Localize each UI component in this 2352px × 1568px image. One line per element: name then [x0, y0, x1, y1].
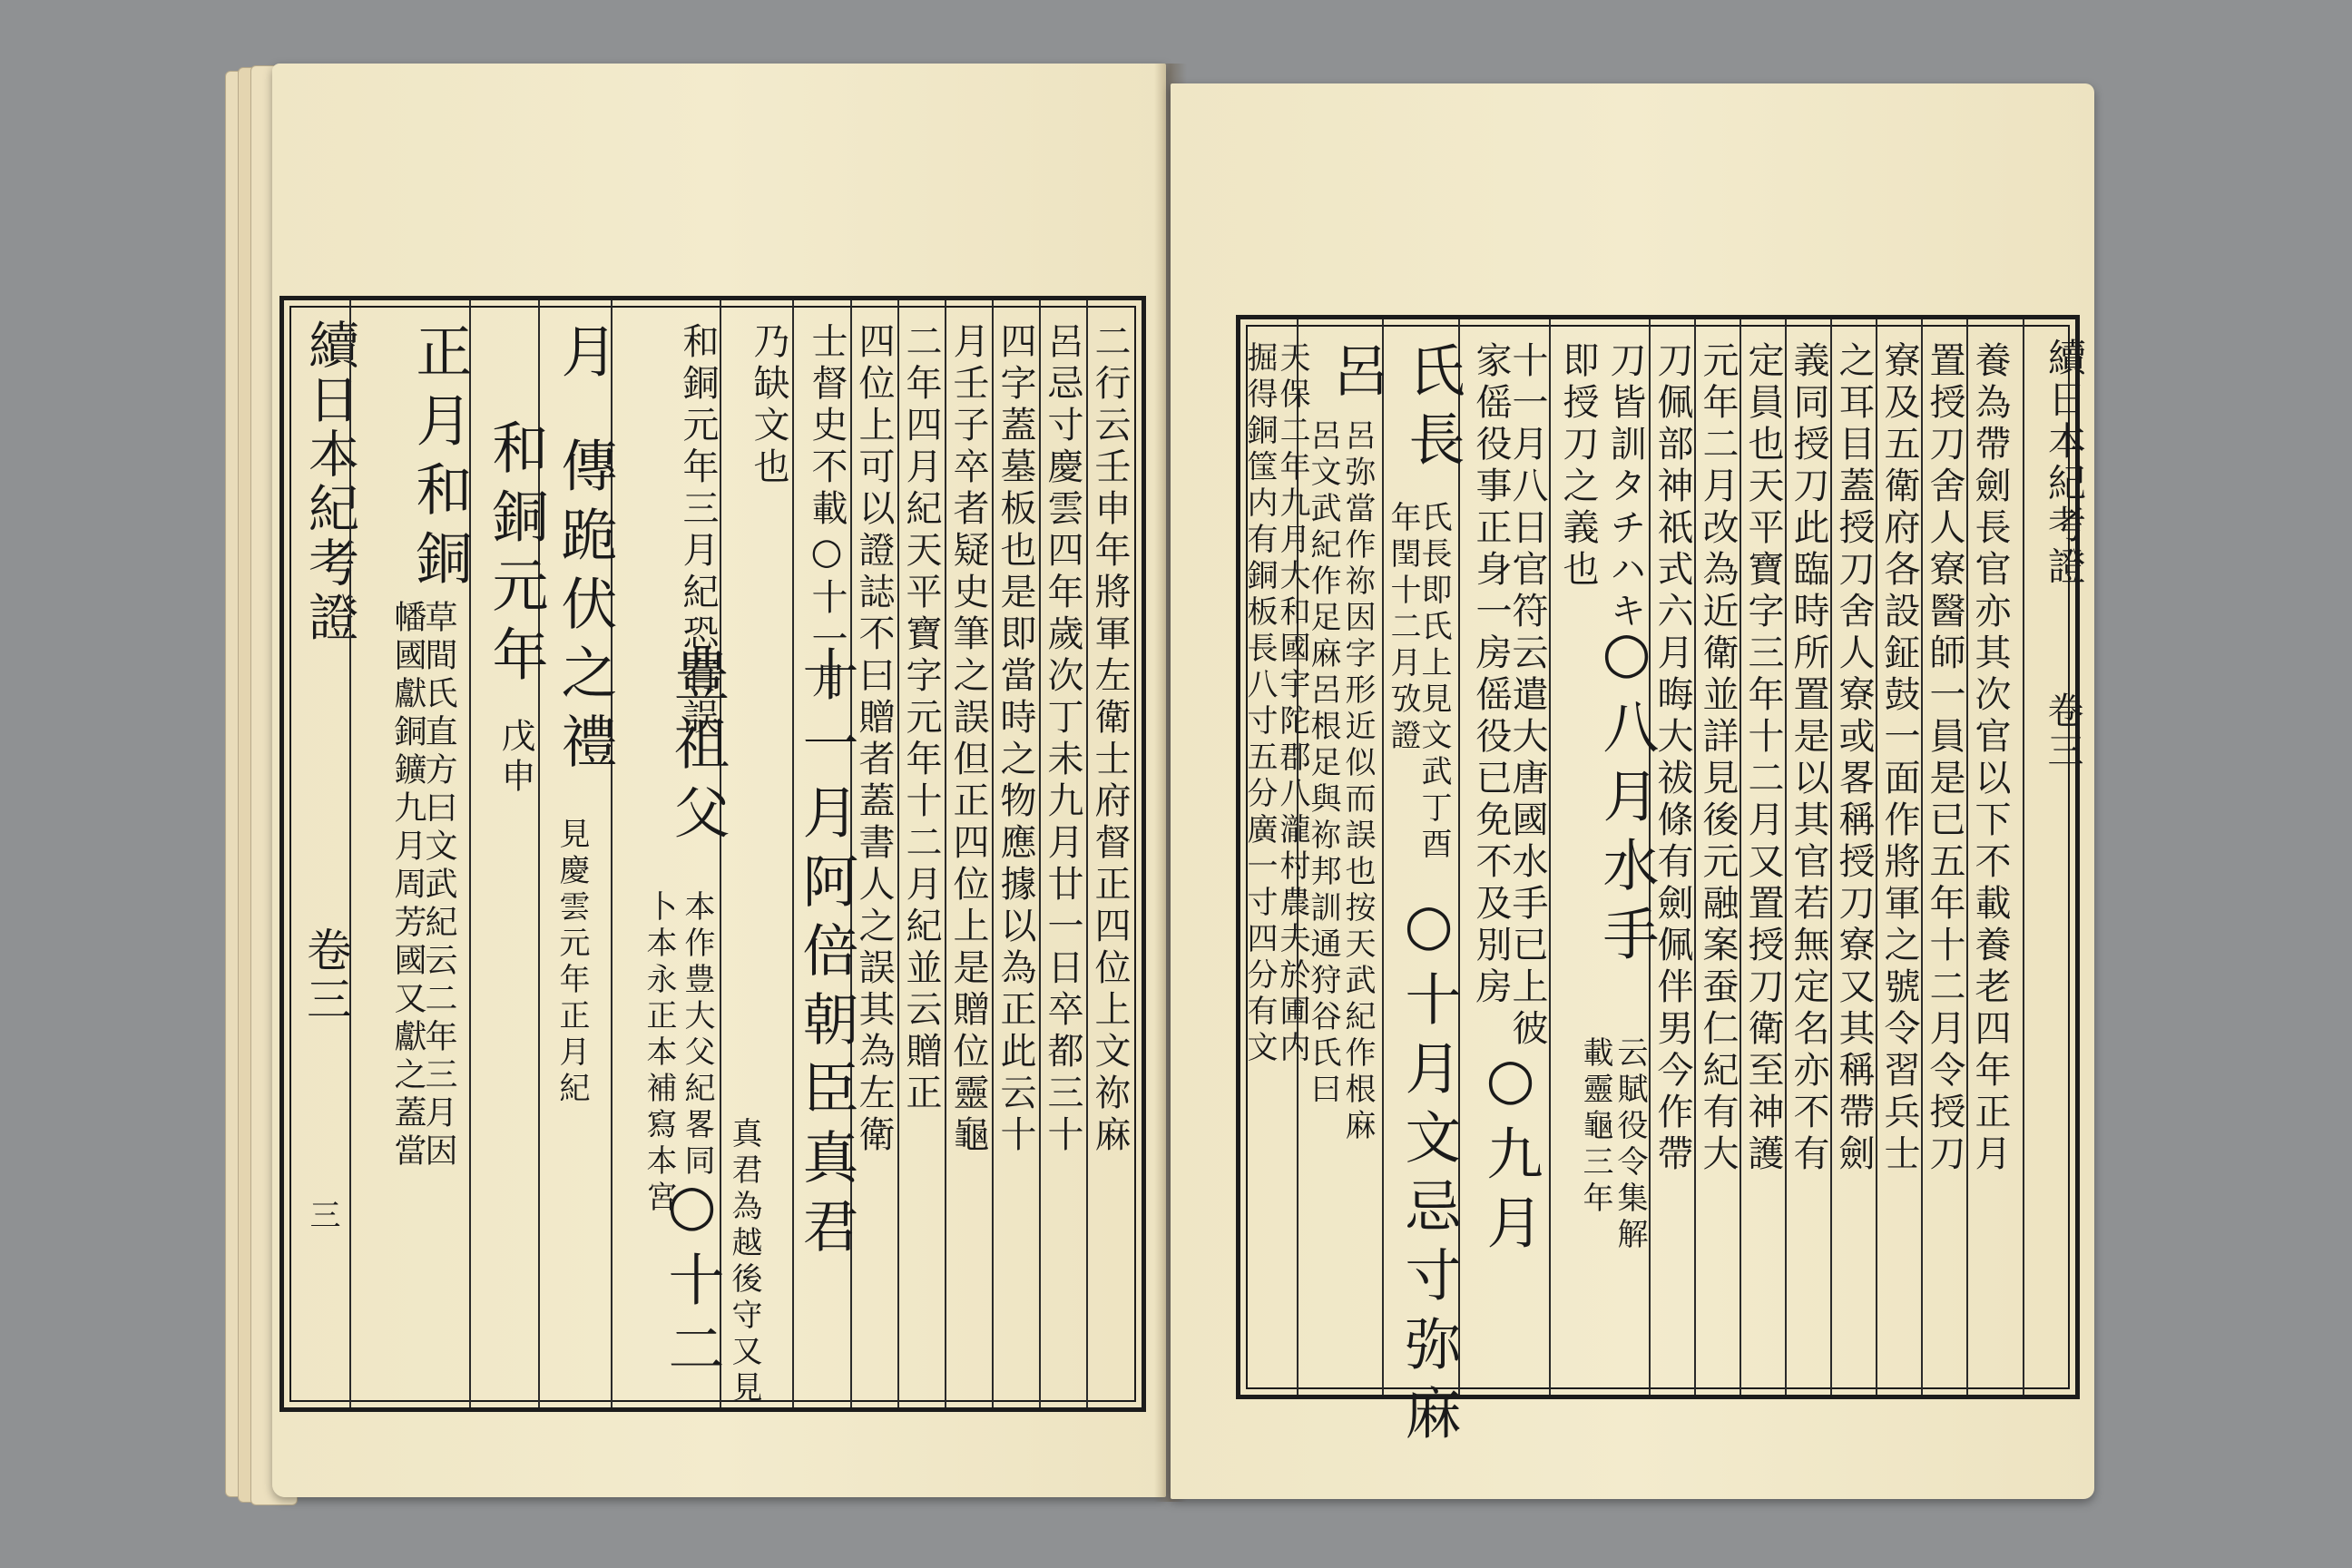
note-column: 本作豊大父紀畧同: [679, 890, 715, 1181]
large-text-column: 傳跪伏之禮: [552, 436, 618, 781]
note-column: 卜本永正本補寫本宮: [641, 890, 677, 1217]
note-column: 年閏十二月攷證: [1385, 501, 1421, 755]
left-margin-title: 續日本紀考證: [300, 318, 359, 645]
text-column: 掘得銅筺内有銅板長八寸五分廣一寸四分有文: [1241, 341, 1278, 1067]
note-column: 真君為越後守又見: [726, 1117, 762, 1407]
text-column: 刀皆訓タチハキ: [1604, 341, 1646, 633]
note-column: 云賦役令集解: [1612, 1036, 1648, 1254]
right-margin-volume: 卷三: [2042, 691, 2083, 771]
text-column: 定員也天平寶字三年十二月又置授刀衛至神護: [1742, 341, 1784, 1176]
text-column: 義同授刀此臨時所置是以其官若無定名亦不有: [1788, 341, 1829, 1176]
text-column: 士督史不載○十一月: [806, 322, 848, 703]
text-column: 二年四月紀天平寶字元年十二月紀並云贈正: [900, 322, 942, 1115]
text-column: 養為帶劍長官亦其次官以下不載養老四年正月: [1969, 341, 2011, 1176]
large-text-column: 正月和銅: [407, 322, 473, 598]
text-column: 二行云壬申年將軍左衛士府督正四位上文祢麻: [1089, 322, 1131, 1157]
right-page: [1171, 83, 2094, 1499]
note-column: 草間氏直方曰文武紀云二年三月因: [420, 600, 457, 1171]
text-column: 之耳目蓋授刀舍人寮或畧稱授刀寮又其稱帶劍: [1833, 341, 1875, 1176]
text-column: 呂弥當作祢因字形近似而誤也按天武紀作根麻: [1339, 419, 1376, 1145]
right-text-frame: [1236, 315, 2087, 1453]
large-text-column: ○八月水手: [1593, 619, 1660, 974]
text-column: 天保二年九月大和國宇陀郡八瀧村農夫於圃内: [1274, 341, 1310, 1067]
large-text-column: 十一月阿倍朝臣真君: [793, 645, 859, 1266]
text-column: 即授刀之義也: [1557, 341, 1599, 592]
text-column: 和銅元年三月紀恐有誤: [677, 322, 719, 740]
left-page: [272, 64, 1166, 1497]
text-column: 十一月八日官符云遣大唐國水手已上彼: [1506, 341, 1548, 1051]
large-text-column: 氏長: [1399, 341, 1465, 479]
text-column: 置授刀舍人寮醫師一員是已五年十二月令授刀: [1924, 341, 1965, 1176]
text-column: 刀佩部神祇式六月晦大祓條有劍佩伴男今作帶: [1651, 341, 1693, 1176]
large-text-column: 呂: [1323, 341, 1389, 410]
text-column: 家傜役事正身一房傜役已免不及別房: [1470, 341, 1512, 1009]
text-column: 乃缺文也: [748, 322, 789, 489]
large-text-column: 豊祖父: [664, 645, 730, 852]
large-text-column: ○十二: [659, 1171, 725, 1388]
large-text-column: ○九月: [1477, 1045, 1544, 1262]
note-column: 見慶雲元年正月紀: [554, 818, 590, 1108]
note-column: 幡國獻銅鑛九月周芳國又獻之蓋當: [389, 600, 426, 1171]
left-folio: 三: [304, 1199, 340, 1230]
note-column: 氏長即氏上見文武丁酉: [1416, 501, 1452, 864]
left-margin-volume: 卷三: [299, 926, 352, 1024]
text-column: 四字蓋墓板也是即當時之物應據以為正此云十: [995, 322, 1036, 1157]
note-column: 戊申: [495, 718, 535, 798]
text-column: 月壬子卒者疑史筆之誤但正四位上是贈位靈龜: [947, 322, 989, 1157]
right-margin-title: 續日本紀考證: [2043, 338, 2087, 588]
text-column: 呂文武紀作足麻呂根足與祢邦訓通狩谷氏曰: [1305, 419, 1341, 1109]
text-column: 呂忌寸慶雲四年歲次丁未九月廿一日卒都三十: [1042, 322, 1083, 1157]
left-text-frame: [279, 296, 1146, 1412]
text-column: 四位上可以證誌不曰贈者蓋書人之誤其為左衛: [853, 322, 895, 1157]
large-text-column: 和銅元年: [483, 418, 549, 694]
large-text-column: 月: [552, 322, 618, 391]
text-column: 寮及五衛府各設鉦鼓一面作將軍之號令習兵士: [1878, 341, 1920, 1176]
note-column: 載靈龜三年: [1577, 1036, 1613, 1218]
large-text-column: ○十月文忌寸弥麻: [1396, 891, 1462, 1453]
text-column: 元年二月改為近衛並詳見後元融案蚕仁紀有大: [1697, 341, 1739, 1176]
